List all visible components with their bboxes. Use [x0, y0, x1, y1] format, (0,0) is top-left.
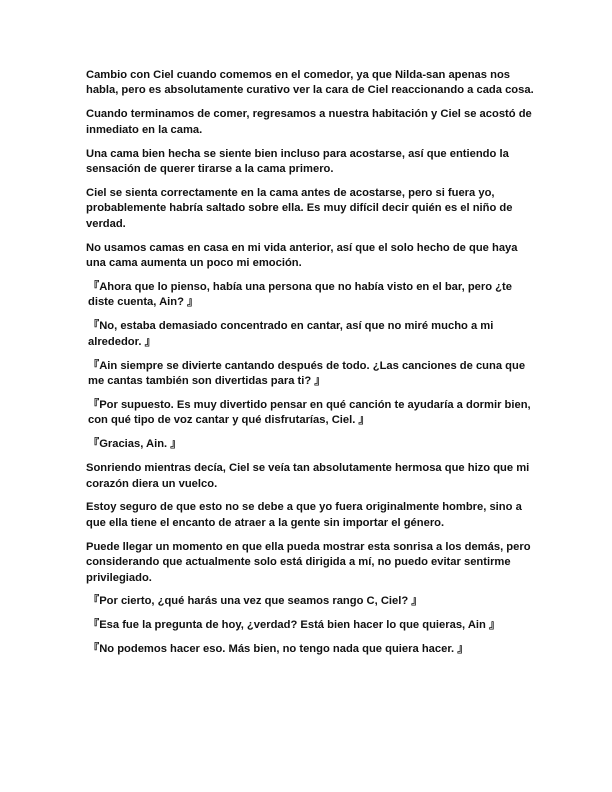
paragraph: Cambio con Ciel cuando comemos en el comedor, ya que Nilda-san apenas nos habla, pero es absolutamente curativo ver la cara de Ciel reaccionando a cada cosa.: [86, 69, 534, 97]
dialogue-line: 『Esa fue la pregunta de hoy, ¿verdad? Está bien hacer lo que quieras, Ain 』: [88, 619, 501, 632]
paragraph: Estoy seguro de que esto no se debe a que yo fuera originalmente hombre, sino a que ella tiene el encanto de atraer a la gente sin importar el género.: [86, 501, 522, 529]
paragraph: No usamos camas en casa en mi vida anterior, así que el solo hecho de que haya una cama aumenta un poco mi emoción.: [86, 241, 518, 270]
dialogue-line: 『Ain siempre se divierte cantando después de todo. ¿Las canciones de cuna que me cantas también son divertidas para ti? 』: [88, 359, 526, 387]
dialogue-line: 『No podemos hacer eso. Más bien, no tengo nada que quiera hacer. 』: [88, 643, 469, 656]
paragraph: Sonriendo mientras decía, Ciel se veía tan absolutamente hermosa que hizo que mi corazón diera un vuelco.: [86, 462, 530, 490]
paragraph: Puede llegar un momento en que ella pueda mostrar esta sonrisa a los demás, pero considerando que actualmente solo está dirigida a mí, no puedo evitar sentirme privilegiado.: [86, 540, 531, 584]
paragraph: Una cama bien hecha se siente bien incluso para acostarse, así que entiendo la sensación de querer tirarse a la cama primero.: [86, 147, 509, 176]
paragraph: Cuando terminamos de comer, regresamos a nuestra habitación y Ciel se acostó de inmediato en la cama.: [86, 108, 532, 136]
dialogue-line: 『No, estaba demasiado concentrado en cantar, así que no miré mucho a mi alrededor. 』: [88, 320, 494, 348]
paragraph: Ciel se sienta correctamente en la cama antes de acostarse, pero si fuera yo, probablemente habría saltado sobre ella. Es muy difícil decir quién es el niño de verdad.: [86, 186, 513, 230]
dialogue-line: 『Ahora que lo pienso, había una persona que no había visto en el bar, pero ¿te diste cuenta, Ain? 』: [88, 280, 512, 309]
dialogue-line: 『Gracias, Ain. 』: [88, 438, 182, 451]
dialogue-line: 『Por supuesto. Es muy divertido pensar en qué canción te ayudaría a dormir bien, con qué tipo de voz cantar y qué disfrutarías, Ciel. 』: [88, 398, 531, 427]
dialogue-line: 『Por cierto, ¿qué harás una vez que seamos rango C, Ciel? 』: [88, 595, 423, 608]
document-body: [86, 68, 536, 666]
